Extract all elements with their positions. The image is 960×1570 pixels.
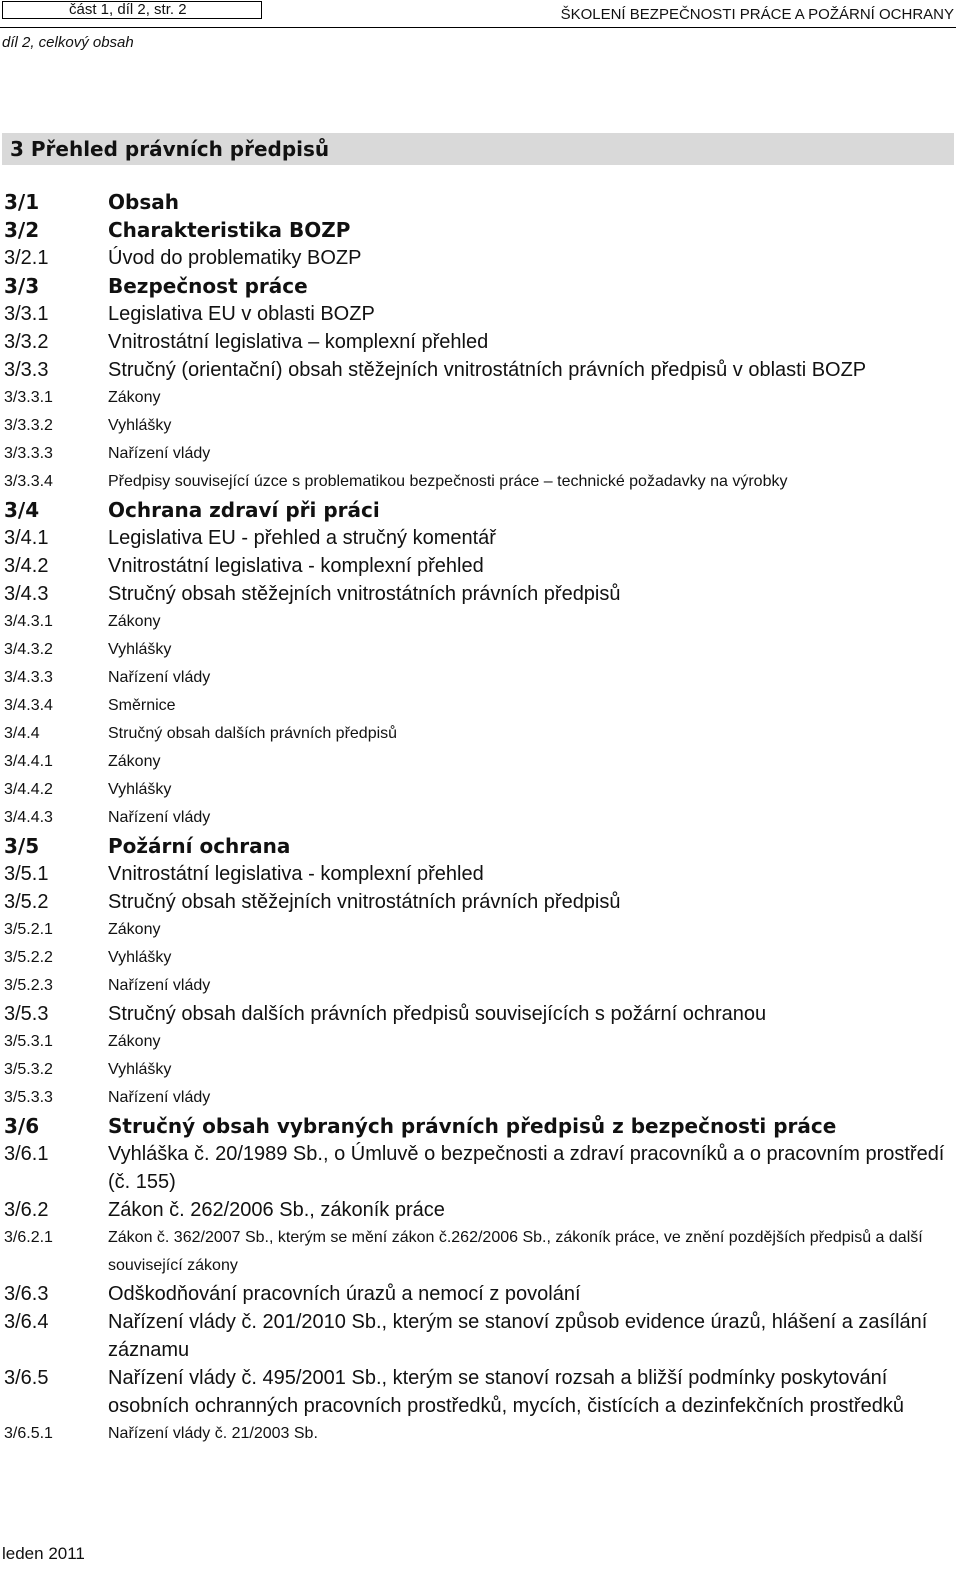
toc-entry[interactable]	[0, 300, 956, 328]
toc-entry[interactable]	[0, 1140, 956, 1196]
toc-entry-title: Předpisy související úzce s problematikou bezpečnosti práce – technické požadavky na výrobky	[108, 473, 788, 490]
toc-entry[interactable]	[0, 496, 956, 524]
toc-entry-number: 3/6.2.1	[4, 1229, 53, 1246]
toc-entry-title: Legislativa EU - přehled a stručný komentář	[108, 527, 496, 549]
toc-entry-title: Nařízení vlády č. 201/2010 Sb., kterým se stanoví způsob evidence úrazů, hlášení a zasílání záznamu	[108, 1311, 928, 1361]
toc-entry-number: 3/6.4	[4, 1311, 49, 1333]
toc-entry[interactable]	[0, 1308, 956, 1364]
toc-entry-number: 3/4.3	[4, 583, 49, 605]
toc-entry[interactable]	[0, 664, 956, 692]
toc-entry-number: 3/4.4	[4, 725, 40, 742]
toc-entry-number: 3/4.1	[4, 527, 49, 549]
toc-entry-number: 3/4.3.2	[4, 641, 53, 658]
toc-entry[interactable]	[0, 440, 956, 468]
toc-entry-title: Úvod do problematiky BOZP	[108, 247, 362, 269]
toc-entry[interactable]	[0, 1196, 956, 1224]
toc-entry-title: Vyhlášky	[108, 1061, 172, 1078]
toc-entry-number: 3/2	[4, 218, 40, 242]
toc-entry[interactable]	[0, 468, 956, 496]
toc-entry-number: 3/5.2.3	[4, 977, 53, 994]
toc-entry-number: 3/3.3.1	[4, 389, 53, 406]
toc-entry[interactable]	[0, 356, 956, 384]
toc-entry-title: Vyhlášky	[108, 781, 172, 798]
toc-entry[interactable]	[0, 1420, 956, 1448]
toc-entry-title: Zákony	[108, 753, 161, 770]
toc-entry[interactable]	[0, 412, 956, 440]
toc-entry-title: Zákon č. 362/2007 Sb., kterým se mění zákon č.262/2006 Sb., zákoník práce, ve znění pozdějších předpisů a další související zákony	[108, 1229, 923, 1274]
toc-entry-title: Nařízení vlády	[108, 977, 211, 994]
toc-entry-title: Zákon č. 262/2006 Sb., zákoník práce	[108, 1199, 445, 1221]
part-box	[2, 1, 262, 19]
toc-entry-number: 3/3.3	[4, 359, 49, 381]
toc-entry-title: Vnitrostátní legislativa - komplexní přehled	[108, 555, 484, 577]
toc-entry-number: 3/5.3.3	[4, 1089, 53, 1106]
toc-entry[interactable]	[0, 1028, 956, 1056]
toc-entry-title: Směrnice	[108, 697, 176, 714]
toc-entry-title: Stručný (orientační) obsah stěžejních vnitrostátních právních předpisů v oblasti BOZP	[108, 359, 867, 381]
toc-entry-number: 3/3.1	[4, 303, 49, 325]
section-title: 3 Přehled právních předpisů	[2, 133, 954, 165]
toc-entry-title: Charakteristika BOZP	[108, 218, 351, 242]
toc-entry-title: Požární ochrana	[108, 834, 291, 858]
toc-entry-number: 3/5.3.2	[4, 1061, 53, 1078]
toc-entry-number: 3/1	[4, 190, 40, 214]
toc-entry[interactable]	[0, 692, 956, 720]
toc-entry-number: 3/4.4.2	[4, 781, 53, 798]
toc-entry-number: 3/4.3.4	[4, 697, 53, 714]
toc-entry[interactable]	[0, 216, 956, 244]
toc-entry[interactable]	[0, 832, 956, 860]
toc-entry[interactable]	[0, 580, 956, 608]
toc-entry-number: 3/6.2	[4, 1199, 49, 1221]
part-label: část 1, díl 2, str. 2	[69, 1, 187, 18]
toc-entry[interactable]	[0, 608, 956, 636]
toc-entry-title: Vnitrostátní legislativa - komplexní přehled	[108, 863, 484, 885]
toc-entry-number: 3/3.3.3	[4, 445, 53, 462]
toc-entry[interactable]	[0, 776, 956, 804]
table-of-contents	[0, 188, 956, 1448]
toc-entry[interactable]	[0, 916, 956, 944]
toc-entry-title: Nařízení vlády	[108, 669, 211, 686]
toc-entry-number: 3/4.4.1	[4, 753, 53, 770]
toc-entry-number: 3/4.3.1	[4, 613, 53, 630]
toc-entry[interactable]	[0, 1084, 956, 1112]
toc-entry[interactable]	[0, 1224, 956, 1280]
toc-entry[interactable]	[0, 888, 956, 916]
toc-entry[interactable]	[0, 1280, 956, 1308]
toc-entry-number: 3/5	[4, 834, 40, 858]
header-rule	[0, 27, 956, 28]
toc-entry-number: 3/4.2	[4, 555, 49, 577]
toc-entry[interactable]	[0, 748, 956, 776]
toc-entry-title: Vyhlášky	[108, 949, 172, 966]
toc-entry-title: Stručný obsah dalších právních předpisů souvisejících s požární ochranou	[108, 1003, 767, 1025]
toc-entry-number: 3/3	[4, 274, 40, 298]
toc-entry-title: Zákony	[108, 613, 161, 630]
toc-entry-title: Nařízení vlády č. 21/2003 Sb.	[108, 1425, 318, 1442]
toc-entry-number: 3/6.1	[4, 1143, 49, 1165]
toc-entry-title: Vyhlášky	[108, 417, 172, 434]
running-subtitle: díl 2, celkový obsah	[2, 34, 134, 51]
toc-entry[interactable]	[0, 524, 956, 552]
toc-entry-title: Nařízení vlády	[108, 1089, 211, 1106]
toc-entry-number: 3/5.1	[4, 863, 49, 885]
toc-entry[interactable]	[0, 1112, 956, 1140]
toc-entry-number: 3/5.3	[4, 1003, 49, 1025]
toc-entry-number: 3/6	[4, 1114, 40, 1138]
toc-entry-number: 3/5.2	[4, 891, 49, 913]
toc-entry[interactable]	[0, 384, 956, 412]
toc-entry-title: Vyhlášky	[108, 641, 172, 658]
toc-entry[interactable]	[0, 552, 956, 580]
toc-entry-number: 3/5.2.1	[4, 921, 53, 938]
toc-entry-number: 3/3.3.4	[4, 473, 53, 490]
toc-entry-title: Vyhláška č. 20/1989 Sb., o Úmluvě o bezpečnosti a zdraví pracovníků a o pracovním prostředí (č. 155)	[108, 1143, 945, 1193]
toc-entry[interactable]	[0, 328, 956, 356]
toc-entry-title: Obsah	[108, 190, 179, 214]
toc-entry-title: Bezpečnost práce	[108, 274, 308, 298]
toc-entry[interactable]	[0, 1056, 956, 1084]
toc-entry-title: Nařízení vlády	[108, 809, 211, 826]
toc-entry[interactable]	[0, 1364, 956, 1420]
toc-entry[interactable]	[0, 972, 956, 1000]
toc-entry-number: 3/4	[4, 498, 40, 522]
toc-entry-number: 3/4.3.3	[4, 669, 53, 686]
toc-entry-number: 3/3.3.2	[4, 417, 53, 434]
toc-entry[interactable]	[0, 944, 956, 972]
toc-entry-title: Ochrana zdraví při práci	[108, 498, 380, 522]
toc-entry-number: 3/2.1	[4, 247, 49, 269]
toc-entry[interactable]	[0, 720, 956, 748]
toc-entry[interactable]	[0, 636, 956, 664]
toc-entry-number: 3/6.3	[4, 1283, 49, 1305]
toc-entry-title: Zákony	[108, 1033, 161, 1050]
toc-entry[interactable]	[0, 860, 956, 888]
toc-entry-title: Stručný obsah vybraných právních předpisů z bezpečnosti práce	[108, 1114, 837, 1138]
toc-entry-title: Nařízení vlády č. 495/2001 Sb., kterým se stanoví rozsah a bližší podmínky poskytování osobních ochranných pracovních prostředků, mycích, čistících a dezinfekčních prostředků	[108, 1367, 904, 1417]
toc-entry-title: Odškodňování pracovních úrazů a nemocí z povolání	[108, 1283, 581, 1305]
running-title: ŠKOLENÍ BEZPEČNOSTI PRÁCE A POŽÁRNÍ OCHRANY	[560, 6, 954, 23]
toc-entry-number: 3/4.4.3	[4, 809, 53, 826]
toc-entry-title: Zákony	[108, 921, 161, 938]
toc-entry[interactable]	[0, 804, 956, 832]
footer-date: leden 2011	[2, 1544, 85, 1563]
toc-entry-number: 3/6.5.1	[4, 1425, 53, 1442]
toc-entry-number: 3/5.2.2	[4, 949, 53, 966]
toc-entry-number: 3/5.3.1	[4, 1033, 53, 1050]
toc-entry-title: Vnitrostátní legislativa – komplexní přehled	[108, 331, 489, 353]
toc-entry[interactable]	[0, 188, 956, 216]
toc-entry-title: Stručný obsah dalších právních předpisů	[108, 725, 398, 742]
toc-entry[interactable]	[0, 244, 956, 272]
toc-entry-number: 3/3.2	[4, 331, 49, 353]
toc-entry[interactable]	[0, 1000, 956, 1028]
toc-entry[interactable]	[0, 272, 956, 300]
toc-entry-title: Nařízení vlády	[108, 445, 211, 462]
toc-entry-title: Legislativa EU v oblasti BOZP	[108, 303, 375, 325]
toc-entry-title: Stručný obsah stěžejních vnitrostátních právních předpisů	[108, 583, 621, 605]
toc-entry-title: Zákony	[108, 389, 161, 406]
toc-entry-number: 3/6.5	[4, 1367, 49, 1389]
toc-entry-title: Stručný obsah stěžejních vnitrostátních právních předpisů	[108, 891, 621, 913]
